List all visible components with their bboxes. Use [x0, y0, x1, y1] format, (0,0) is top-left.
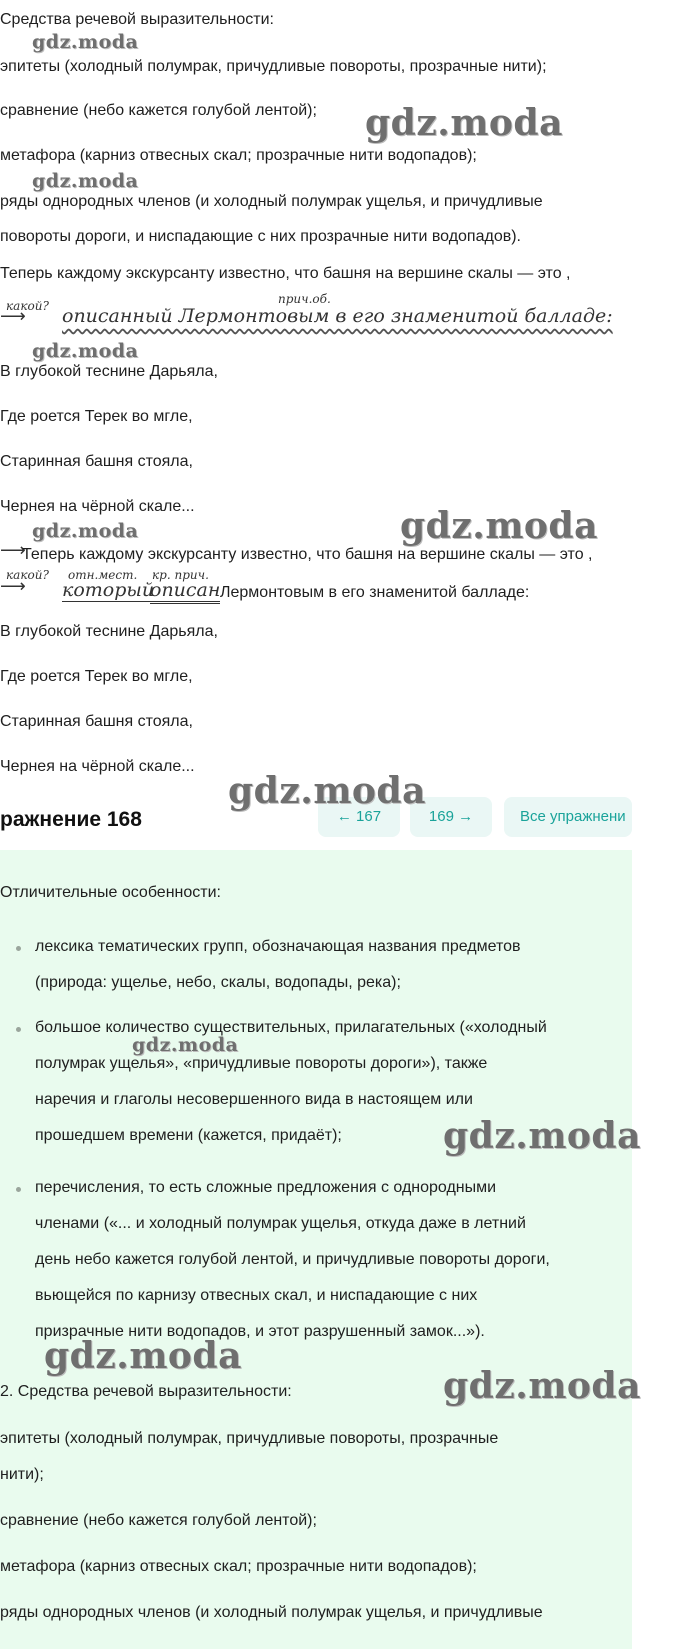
sentence-2-rest: Лермонтовым в его знаменитой балладе: [220, 584, 530, 601]
means-heading: Средства речевой выразительности: [0, 11, 274, 28]
features-heading: Отличительные особенности: [0, 884, 221, 901]
bullet-icon [16, 946, 21, 951]
arrow-icon: ⟶ [0, 540, 26, 560]
poem-1-line-3: Старинная башня стояла, [0, 453, 193, 470]
bullet-3-line-2: членами («... и холодный полумрак ущелья, откуда даже в летний [35, 1215, 526, 1232]
watermark: gdz.moda [443, 1365, 641, 1407]
bullet-2-line-1: большое количество существительных, прилагательных («холодный [35, 1019, 547, 1036]
bullet-3-line-5: призрачные нити водопадов, и этот разрушенный замок...»). [35, 1323, 485, 1340]
metaphor-line-2: метафора (карниз отвесных скал; прозрачные нити водопадов); [0, 1558, 477, 1575]
exercise-title: ражнение 168 [0, 808, 142, 831]
bullet-2-line-2: полумрак ущелья», «причудливые повороты дороги»), также [35, 1055, 488, 1072]
sentence-1: Теперь каждому экскурсанту известно, что башня на вершине скалы — это , [0, 265, 571, 282]
relative-pronoun-label: отн.мест. [68, 568, 138, 582]
poem-2-line-1: В глубокой теснине Дарьяла, [0, 623, 218, 640]
epithets-line: эпитеты (холодный полумрак, причудливые повороты, прозрачные нити); [0, 58, 547, 75]
short-participle: описан [150, 580, 220, 600]
relative-word: который [62, 579, 155, 601]
homogeneous-line-2: повороты дороги, и ниспадающие с них прозрачные нити водопадов). [0, 228, 521, 245]
participial-phrase: описанный Лермонтовым в его знаменитой балладе: [62, 305, 613, 327]
short-participle-label: кр. прич. [152, 568, 209, 582]
poem-2-line-2: Где роется Терек во мгле, [0, 668, 193, 685]
bullet-3-line-3: день небо кажется голубой лентой, и причудливые повороты дороги, [35, 1251, 550, 1268]
homogeneous-line-1: ряды однородных членов (и холодный полумрак ущелья, и причудливые [0, 193, 543, 210]
bullet-icon [16, 1187, 21, 1192]
poem-2-line-4: Чернея на чёрной скале... [0, 758, 195, 775]
bullet-1-line-1: лексика тематических групп, обозначающая названия предметов [35, 938, 521, 955]
epithets-line-2: нити); [0, 1466, 44, 1483]
participle-label: прич.об. [278, 292, 331, 306]
next-exercise-button[interactable]: 169 → [410, 797, 492, 837]
prev-exercise-button[interactable]: ← 167 [318, 797, 400, 837]
bullet-2-line-3: наречия и глаголы несовершенного вида в настоящем или [35, 1091, 473, 1108]
arrow-icon: ⟶ [0, 576, 26, 596]
all-exercises-button[interactable]: Все упражнени [504, 797, 632, 837]
watermark: gdz.moda [44, 1335, 242, 1377]
bullet-1-line-2: (природа: ущелье, небо, скалы, водопады, река); [35, 974, 401, 991]
arrow-icon: ⟶ [0, 306, 26, 326]
poem-1-line-2: Где роется Терек во мгле, [0, 408, 193, 425]
watermark: gdz.moda [400, 505, 598, 547]
bullet-icon [16, 1027, 21, 1032]
watermark: gdz.moda [132, 1034, 239, 1056]
metaphor-line: метафора (карниз отвесных скал; прозрачные нити водопадов); [0, 147, 477, 164]
poem-1-line-4: Чернея на чёрной скале... [0, 498, 195, 515]
watermark: gdz.moda [32, 31, 139, 53]
means-heading-2: 2. Средства речевой выразительности: [0, 1383, 292, 1400]
bullet-2-line-4: прошедшем времени (кажется, придаёт); [35, 1127, 342, 1144]
homogeneous-line-3: ряды однородных членов (и холодный полумрак ущелья, и причудливые [0, 1604, 543, 1621]
watermark: gdz.moda [32, 170, 139, 192]
sentence-2: Теперь каждому экскурсанту известно, что башня на вершине скалы — это , [22, 546, 593, 563]
question-label-2: какой? [6, 568, 49, 582]
watermark: gdz.moda [228, 770, 426, 812]
bullet-3-line-1: перечисления, то есть сложные предложения с однородными [35, 1179, 497, 1196]
watermark: gdz.moda [365, 102, 563, 144]
comparison-line: сравнение (небо кажется голубой лентой); [0, 102, 317, 119]
watermark: gdz.moda [32, 520, 139, 542]
poem-1-line-1: В глубокой теснине Дарьяла, [0, 363, 218, 380]
watermark: gdz.moda [32, 340, 139, 362]
bullet-3-line-4: вьющейся по карнизу отвесных скал, и ниспадающие с них [35, 1287, 478, 1304]
question-label-1: какой? [6, 299, 49, 313]
watermark: gdz.moda [443, 1115, 641, 1157]
comparison-line-2: сравнение (небо кажется голубой лентой); [0, 1512, 317, 1529]
epithets-line-1: эпитеты (холодный полумрак, причудливые повороты, прозрачные [0, 1430, 499, 1447]
poem-2-line-3: Старинная башня стояла, [0, 713, 193, 730]
